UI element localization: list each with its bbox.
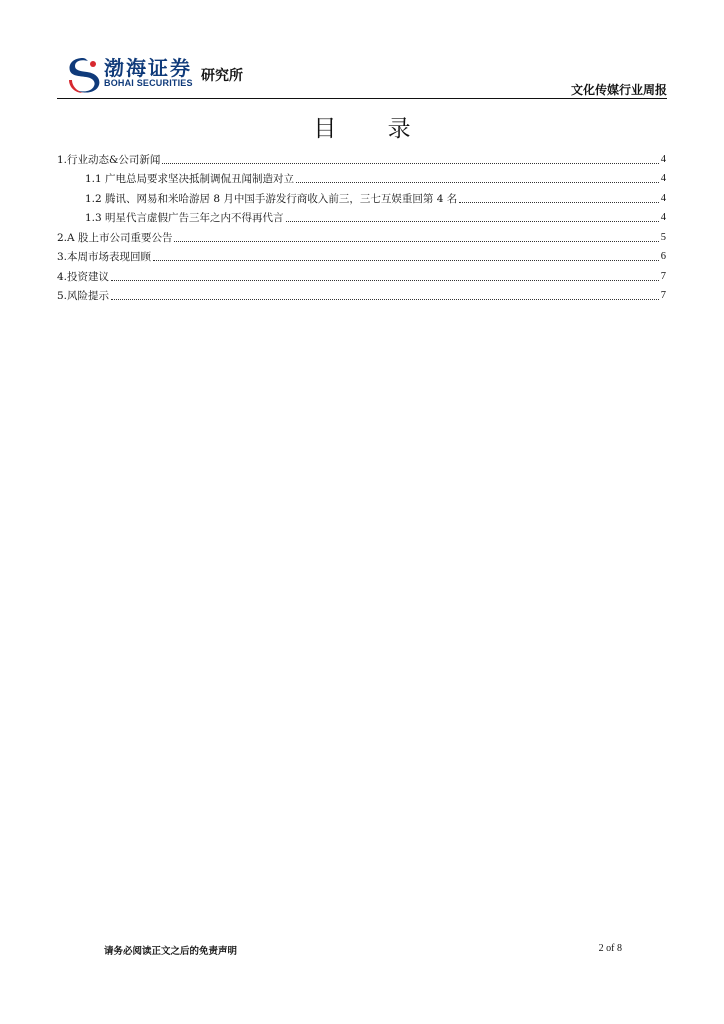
toc-entry-page: 4: [660, 212, 666, 223]
toc-leader-dots: [459, 201, 659, 203]
toc-entry[interactable]: [57, 224, 666, 244]
toc-leader-dots: [111, 279, 659, 281]
toc-leader-dots: [153, 259, 659, 261]
toc-entry-label: 2.A 股上市公司重要公告: [57, 231, 173, 244]
toc-entry-label: 1.行业动态&公司新闻: [57, 153, 161, 166]
footer-disclaimer: 请务必阅读正文之后的免责声明: [104, 946, 238, 957]
logo-english-name: BOHAI SECURITIES: [104, 78, 193, 88]
bohai-logo-icon: [66, 56, 100, 96]
toc-leader-dots: [286, 220, 659, 222]
footer-page-number: 2 of 8: [598, 943, 622, 954]
toc-entry[interactable]: [57, 146, 666, 166]
toc-entry-page: 7: [660, 290, 666, 301]
logo-chinese-name: 渤海证券: [104, 56, 192, 80]
toc-entry-label: 3.本周市场表现回顾: [57, 251, 152, 263]
toc-leader-dots: [111, 298, 659, 300]
toc-leader-dots: [162, 162, 658, 164]
header-rule: [57, 98, 667, 99]
toc-entry[interactable]: [57, 185, 666, 205]
toc-entry[interactable]: [57, 205, 666, 225]
toc-entry-label: 1.2 腾讯、网易和米哈游居 8 月中国手游发行商收入前三，三七互娱重回第 4 名: [85, 192, 458, 205]
toc-entry-page: 4: [660, 192, 666, 204]
toc-entry-label: 5.风险提示: [57, 290, 110, 302]
toc-entry-page: 7: [660, 270, 666, 282]
toc-entry-label: 4.投资建议: [57, 270, 110, 283]
report-type-label: 文化传媒行业周报: [570, 83, 667, 97]
toc-leader-dots: [296, 181, 659, 183]
table-of-contents: [57, 146, 666, 302]
toc-entry[interactable]: [57, 166, 666, 186]
toc-title: 目 录: [313, 116, 433, 142]
toc-entry-label: 1.1 广电总局要求坚决抵制调侃丑闻制造对立: [85, 173, 295, 185]
toc-entry-page: 4: [660, 173, 666, 184]
toc-entry-page: 5: [660, 231, 666, 243]
toc-entry-page: 4: [660, 153, 666, 165]
toc-entry[interactable]: [57, 244, 666, 264]
toc-entry[interactable]: [57, 263, 666, 283]
toc-entry[interactable]: [57, 283, 666, 303]
toc-entry-label: 1.3 明星代言虚假广告三年之内不得再代言: [85, 212, 284, 224]
toc-entry-page: 6: [660, 251, 666, 262]
institute-label: 研究所: [201, 68, 243, 84]
toc-leader-dots: [174, 240, 658, 242]
